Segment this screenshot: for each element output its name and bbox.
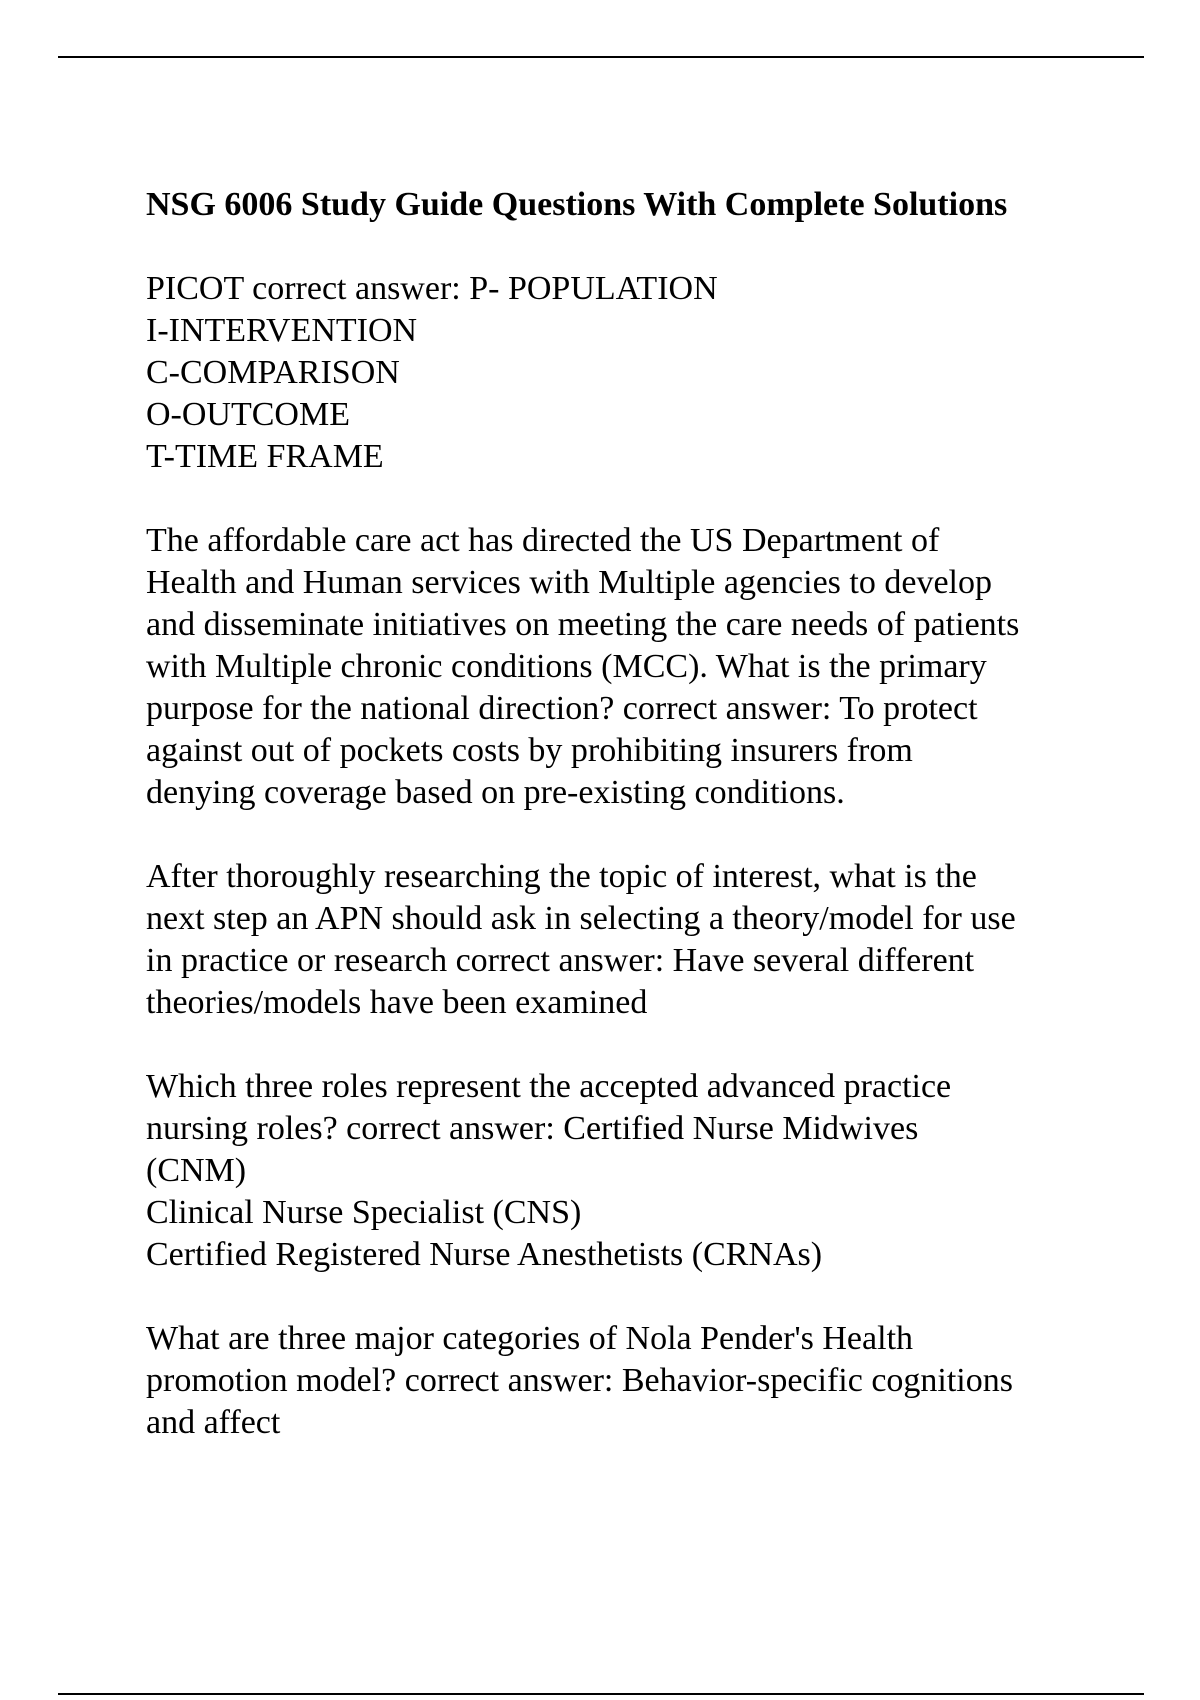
qa-line: T-TIME FRAME <box>146 438 384 475</box>
qa-line: nursing roles? correct answer: Certified Nurse Midwives <box>146 1110 919 1147</box>
qa-line: O-OUTCOME <box>146 396 350 433</box>
qa-line: denying coverage based on pre-existing conditions. <box>146 774 845 811</box>
header-rule <box>58 56 1144 58</box>
qa-line: I-INTERVENTION <box>146 312 418 349</box>
document-body <box>146 184 1146 1486</box>
qa-line: What are three major categories of Nola Pender's Health <box>146 1320 914 1357</box>
qa-line: promotion model? correct answer: Behavior-specific cognitions <box>146 1362 1013 1399</box>
qa-item-apn-roles <box>146 1066 1146 1276</box>
qa-line: PICOT correct answer: P- POPULATION <box>146 270 718 307</box>
document-title: NSG 6006 Study Guide Questions With Complete Solutions <box>146 186 1008 223</box>
qa-item-affordable-care-act <box>146 520 1146 814</box>
qa-line: next step an APN should ask in selecting a theory/model for use <box>146 900 1016 937</box>
qa-line: Health and Human services with Multiple agencies to develop <box>146 564 992 601</box>
footer-rule <box>58 1693 1144 1695</box>
qa-line: against out of pockets costs by prohibiting insurers from <box>146 732 913 769</box>
qa-line: and disseminate initiatives on meeting the care needs of patients <box>146 606 1020 643</box>
qa-line: in practice or research correct answer: Have several different <box>146 942 975 979</box>
qa-item-pender-model <box>146 1318 1146 1444</box>
qa-line: with Multiple chronic conditions (MCC). What is the primary <box>146 648 987 685</box>
qa-line: and affect <box>146 1404 281 1441</box>
qa-line: theories/models have been examined <box>146 984 648 1021</box>
qa-line: The affordable care act has directed the US Department of <box>146 522 940 559</box>
qa-line: Clinical Nurse Specialist (CNS) <box>146 1194 582 1231</box>
qa-item-picot <box>146 268 1146 478</box>
qa-line: Which three roles represent the accepted advanced practice <box>146 1068 952 1105</box>
qa-line: (CNM) <box>146 1152 247 1189</box>
qa-item-theory-selection <box>146 856 1146 1024</box>
qa-line: purpose for the national direction? correct answer: To protect <box>146 690 978 727</box>
qa-line: C-COMPARISON <box>146 354 400 391</box>
qa-line: After thoroughly researching the topic of interest, what is the <box>146 858 977 895</box>
qa-line: Certified Registered Nurse Anesthetists (CRNAs) <box>146 1236 823 1273</box>
